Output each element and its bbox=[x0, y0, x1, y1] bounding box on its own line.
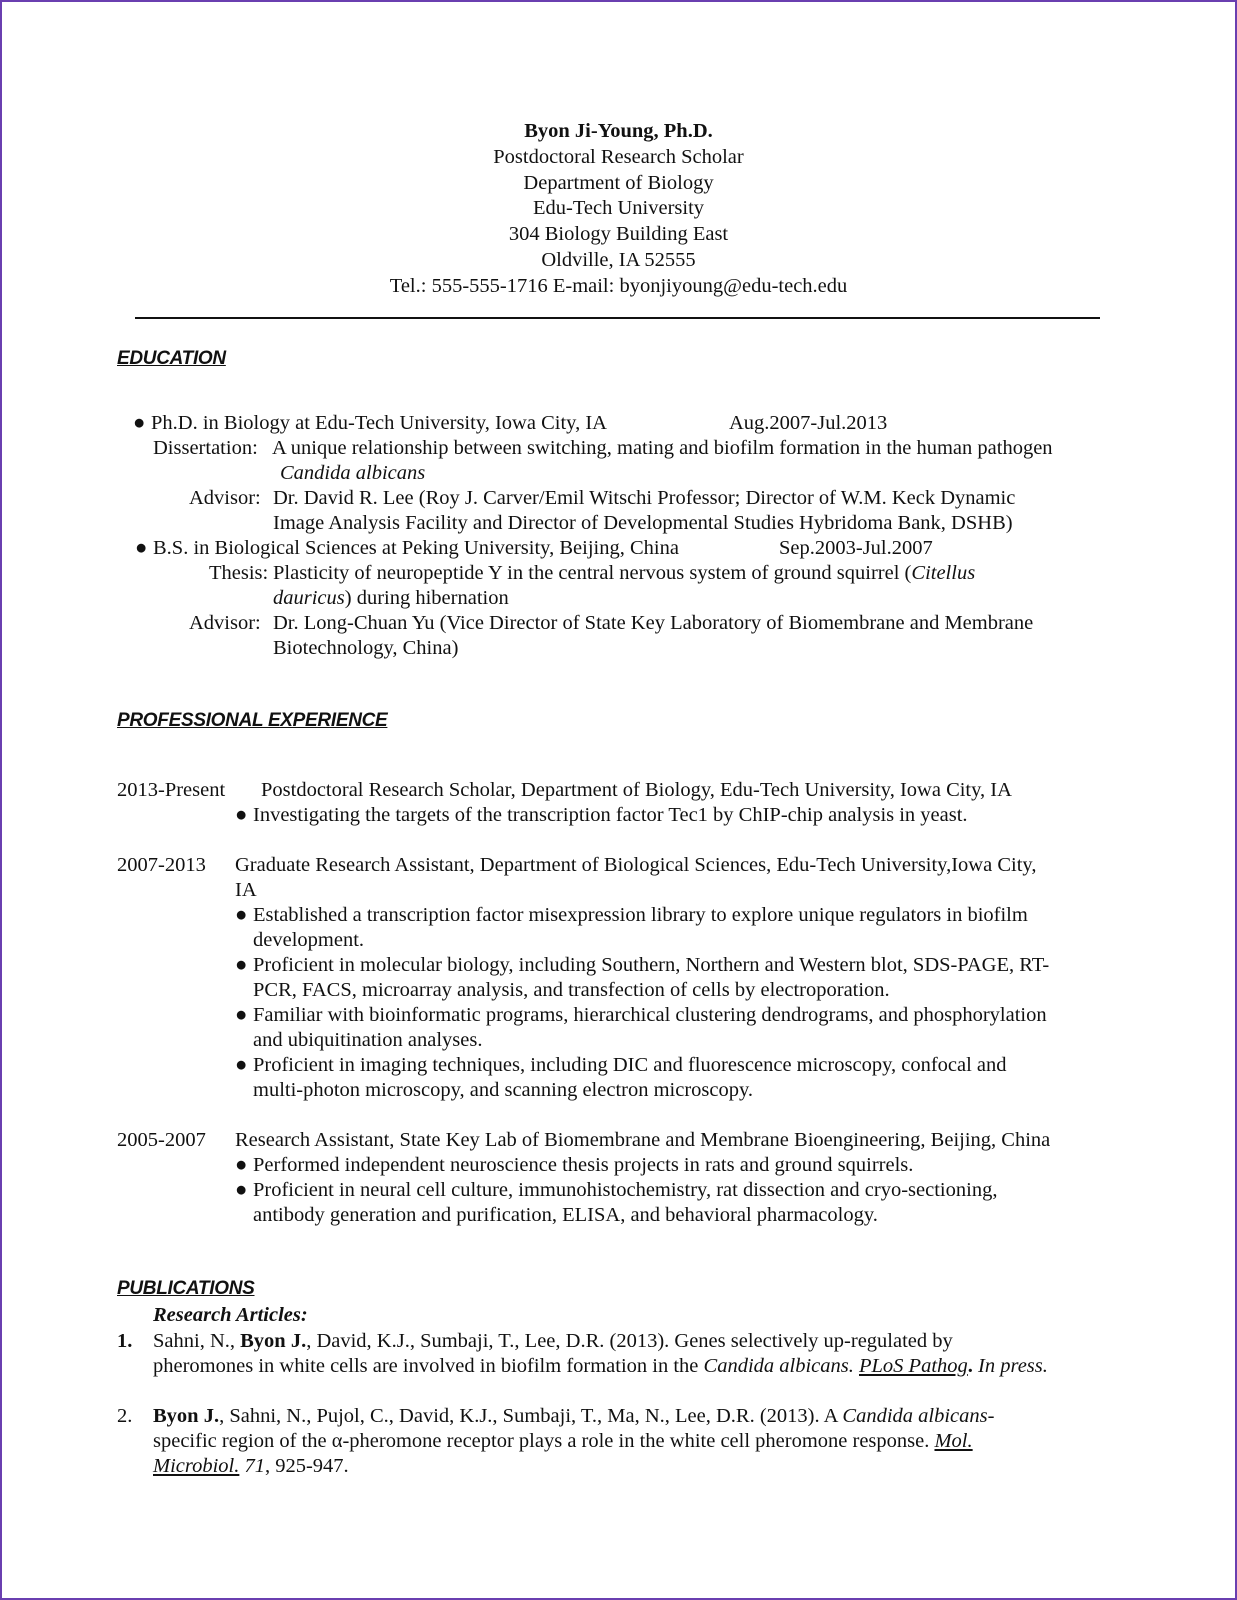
candidate-name: Byon Ji-Young, Ph.D. bbox=[524, 120, 713, 142]
job-dates: 2005-2007 bbox=[117, 1129, 206, 1151]
phd-dissertation-text: A unique relationship between switching, mating and biofilm formation in the human pathogen bbox=[272, 437, 1053, 459]
publication-1-line-1: Sahni, N., Byon J., David, K.J., Sumbaji, T., Lee, D.R. (2013). Genes selectively up-regulated by bbox=[153, 1330, 953, 1352]
job-bullet: ● Performed independent neuroscience thesis projects in rats and ground squirrels. bbox=[235, 1153, 913, 1179]
journal-link[interactable]: Mol. bbox=[934, 1430, 973, 1452]
bs-thesis-line-2: dauricus) during hibernation bbox=[273, 587, 509, 609]
header-divider bbox=[135, 317, 1100, 319]
job-bullet-cont: multi-photon microscopy, and scanning electron microscopy. bbox=[253, 1079, 754, 1101]
phd-advisor-line-2: Image Analysis Facility and Director of Developmental Studies Hybridoma Bank, DSHB) bbox=[273, 512, 1013, 534]
education-heading: EDUCATION bbox=[117, 348, 226, 369]
job-bullet: ● Proficient in imaging techniques, including DIC and fluorescence microscopy, confocal and bbox=[235, 1053, 1007, 1079]
job-dates: 2013-Present bbox=[117, 779, 226, 801]
research-articles-heading: Research Articles: bbox=[153, 1304, 308, 1326]
bullet-icon: ● bbox=[235, 1179, 248, 1201]
bullet-icon: ● bbox=[133, 412, 146, 434]
bullet-icon: ● bbox=[235, 1004, 248, 1026]
bullet-icon: ● bbox=[235, 804, 248, 826]
job-dates: 2007-2013 bbox=[117, 854, 206, 876]
job-title: Graduate Research Assistant, Department of Biological Sciences, Edu-Tech University,Iowa City, bbox=[235, 854, 1037, 876]
publication-2-line-3: Microbiol. 71, 925-947. bbox=[153, 1455, 349, 1477]
phd-advisor-line-1: Dr. David R. Lee (Roy J. Carver/Emil Witschi Professor; Director of W.M. Keck Dynamic bbox=[273, 487, 1016, 509]
bullet-icon: ● bbox=[235, 904, 248, 926]
job-bullet-cont: development. bbox=[253, 929, 365, 951]
contact-line: Tel.: 555-555-1716 E-mail: byonjiyoung@edu-tech.edu bbox=[389, 275, 848, 297]
department: Department of Biology bbox=[523, 172, 714, 194]
bs-advisor-line-1: Dr. Long-Chuan Yu (Vice Director of State Key Laboratory of Biomembrane and Membrane bbox=[273, 612, 1034, 634]
bs-degree-line: ● B.S. in Biological Sciences at Peking University, Beijing, China bbox=[135, 536, 679, 562]
address-line-1: 304 Biology Building East bbox=[508, 223, 729, 245]
publications-heading: PUBLICATIONS bbox=[117, 1278, 255, 1299]
job-title-cont: IA bbox=[235, 879, 257, 901]
phd-dissertation-species: Candida albicans bbox=[280, 462, 426, 484]
job-bullet: ● Investigating the targets of the transcription factor Tec1 by ChIP-chip analysis in yeast. bbox=[235, 803, 968, 829]
bullet-icon: ● bbox=[235, 1054, 248, 1076]
bs-dates: Sep.2003-Jul.2007 bbox=[779, 537, 933, 559]
journal-link[interactable]: Microbiol. bbox=[153, 1455, 240, 1477]
bullet-icon: ● bbox=[235, 1154, 248, 1176]
address-line-2: Oldville, IA 52555 bbox=[541, 249, 696, 271]
publication-2-line-1: Byon J., Sahni, N., Pujol, C., David, K.J., Sumbaji, T., Ma, N., Lee, D.R. (2013). A Candida albicans- bbox=[153, 1405, 995, 1427]
phd-dates: Aug.2007-Jul.2013 bbox=[729, 412, 888, 434]
publication-1-line-2: pheromones in white cells are involved in biofilm formation in the Candida albicans. PLoS Pathog. In press. bbox=[153, 1355, 1048, 1377]
publication-number: 1. bbox=[117, 1330, 133, 1352]
publication-number: 2. bbox=[117, 1405, 133, 1427]
experience-heading: PROFESSIONAL EXPERIENCE bbox=[117, 710, 388, 731]
job-bullet: ● Proficient in molecular biology, including Southern, Northern and Western blot, SDS-PAGE, RT- bbox=[235, 953, 1049, 979]
phd-dissertation-label: Dissertation: bbox=[153, 437, 258, 459]
bs-advisor-label: Advisor: bbox=[189, 612, 261, 634]
job-bullet: ● Proficient in neural cell culture, immunohistochemistry, rat dissection and cryo-sectioning, bbox=[235, 1178, 997, 1204]
publication-2-line-2: specific region of the α-pheromone receptor plays a role in the white cell pheromone response. Mol. bbox=[153, 1430, 973, 1452]
bs-thesis-line-1: Plasticity of neuropeptide Y in the central nervous system of ground squirrel (Citellus bbox=[273, 562, 976, 584]
bullet-icon: ● bbox=[135, 537, 148, 559]
candidate-title: Postdoctoral Research Scholar bbox=[493, 146, 744, 168]
university: Edu-Tech University bbox=[532, 197, 705, 219]
job-title: Postdoctoral Research Scholar, Department of Biology, Edu-Tech University, Iowa City, IA bbox=[261, 779, 1012, 801]
journal-link[interactable]: PLoS Pathog bbox=[859, 1355, 968, 1377]
phd-advisor-label: Advisor: bbox=[189, 487, 261, 509]
job-bullet: ● Established a transcription factor misexpression library to explore unique regulators in biofilm bbox=[235, 903, 1028, 929]
bs-thesis-label: Thesis: bbox=[209, 562, 269, 584]
job-bullet-cont: PCR, FACS, microarray analysis, and transfection of cells by electroporation. bbox=[253, 979, 890, 1001]
job-bullet-cont: antibody generation and purification, ELISA, and behavioral pharmacology. bbox=[253, 1204, 878, 1226]
bullet-icon: ● bbox=[235, 954, 248, 976]
job-title: Research Assistant, State Key Lab of Biomembrane and Membrane Bioengineering, Beijing, China bbox=[235, 1129, 1051, 1151]
phd-degree-line: ● Ph.D. in Biology at Edu-Tech University, Iowa City, IA bbox=[133, 411, 607, 437]
job-bullet-cont: and ubiquitination analyses. bbox=[253, 1029, 483, 1051]
bs-advisor-line-2: Biotechnology, China) bbox=[273, 637, 459, 659]
job-bullet: ● Familiar with bioinformatic programs, hierarchical clustering dendrograms, and phosphorylation bbox=[235, 1003, 1047, 1029]
